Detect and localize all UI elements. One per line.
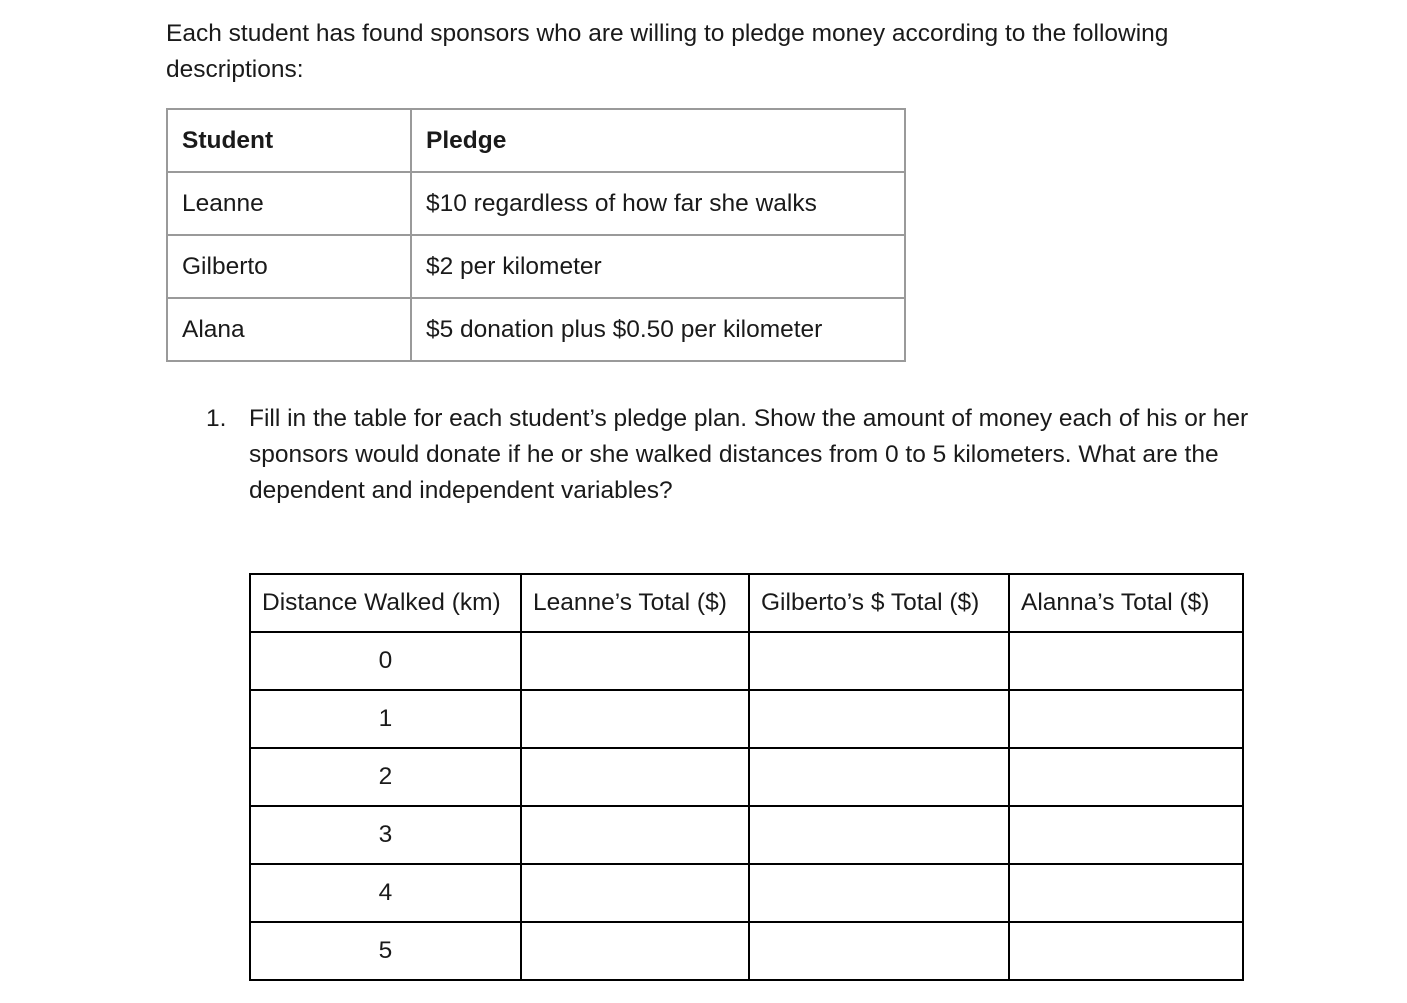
- leanne-total-cell[interactable]: [521, 922, 749, 980]
- leanne-total-cell[interactable]: [521, 864, 749, 922]
- leanne-total-cell[interactable]: [521, 806, 749, 864]
- header-pledge: Pledge: [411, 109, 905, 172]
- student-name: Gilberto: [167, 235, 411, 298]
- alanna-total-cell[interactable]: [1009, 806, 1243, 864]
- alanna-total-cell[interactable]: [1009, 864, 1243, 922]
- table-row: [167, 235, 905, 298]
- distance-cell: 2: [250, 748, 521, 806]
- header-alanna-total: Alanna’s Total ($): [1009, 574, 1243, 632]
- leanne-total-cell[interactable]: [521, 690, 749, 748]
- gilberto-total-cell[interactable]: [749, 690, 1009, 748]
- header-gilberto-total: Gilberto’s $ Total ($): [749, 574, 1009, 632]
- distance-cell: 0: [250, 632, 521, 690]
- pledge-table: [166, 108, 906, 362]
- table-row: [250, 922, 1243, 980]
- distance-table: [249, 573, 1244, 981]
- table-row: [167, 298, 905, 361]
- table-row: [167, 172, 905, 235]
- pledge-description: $2 per kilometer: [411, 235, 905, 298]
- gilberto-total-cell[interactable]: [749, 806, 1009, 864]
- header-student: Student: [167, 109, 411, 172]
- question-text: Fill in the table for each student’s pledge plan. Show the amount of money each of his or her sponsors would donate if he or she walked distances from 0 to 5 kilometers. What are the dependent and independent variables?: [249, 405, 1249, 504]
- table-row: [250, 806, 1243, 864]
- table-row: [250, 632, 1243, 690]
- distance-cell: 5: [250, 922, 521, 980]
- leanne-total-cell[interactable]: [521, 748, 749, 806]
- header-leanne-total: Leanne’s Total ($): [521, 574, 749, 632]
- distance-table-header-row: [250, 574, 1243, 632]
- student-name: Leanne: [167, 172, 411, 235]
- gilberto-total-cell[interactable]: [749, 748, 1009, 806]
- gilberto-total-cell[interactable]: [749, 922, 1009, 980]
- distance-cell: 3: [250, 806, 521, 864]
- distance-cell: 1: [250, 690, 521, 748]
- table-row: [250, 748, 1243, 806]
- gilberto-total-cell[interactable]: [749, 632, 1009, 690]
- leanne-total-cell[interactable]: [521, 632, 749, 690]
- table-row: [250, 864, 1243, 922]
- table-row: [250, 690, 1243, 748]
- pledge-table-header-row: [167, 109, 905, 172]
- pledge-description: $5 donation plus $0.50 per kilometer: [411, 298, 905, 361]
- alanna-total-cell[interactable]: [1009, 922, 1243, 980]
- intro-text: Each student has found sponsors who are willing to pledge money according to the following descriptions:: [166, 20, 1169, 83]
- alanna-total-cell[interactable]: [1009, 690, 1243, 748]
- question-1: [206, 401, 1266, 509]
- alanna-total-cell[interactable]: [1009, 632, 1243, 690]
- distance-cell: 4: [250, 864, 521, 922]
- question-number: 1.: [206, 405, 227, 432]
- pledge-description: $10 regardless of how far she walks: [411, 172, 905, 235]
- header-distance: Distance Walked (km): [250, 574, 521, 632]
- alanna-total-cell[interactable]: [1009, 748, 1243, 806]
- gilberto-total-cell[interactable]: [749, 864, 1009, 922]
- student-name: Alana: [167, 298, 411, 361]
